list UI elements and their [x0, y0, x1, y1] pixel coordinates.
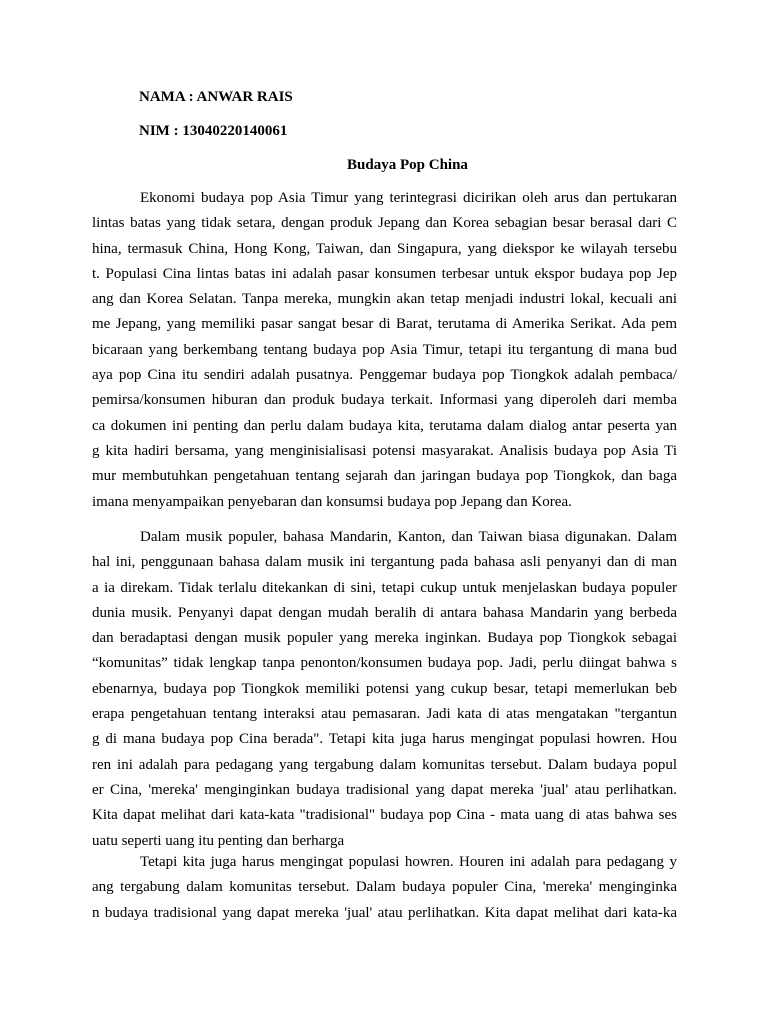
text-line: hina, termasuk China, Hong Kong, Taiwan, dan Singapura, yang diekspor ke wilayah tersebu	[92, 240, 677, 257]
text-line: ebenarnya, budaya pop Tiongkok memiliki potensi yang cukup besar, tetapi memerlukan beb	[92, 680, 677, 697]
text-line: aya pop Cina itu sendiri adalah pusatnya. Penggemar budaya pop Tiongkok adalah pembaca/	[92, 367, 677, 384]
text-line: “komunitas” tidak lengkap tanpa penonton/konsumen budaya pop. Jadi, perlu diingat bahwa s	[92, 655, 677, 672]
text-line: g di mana budaya pop Cina berada". Tetapi kita juga harus mengingat populasi howren. Hou	[92, 731, 677, 748]
text-line: ang dan Korea Selatan. Tanpa mereka, mungkin akan tetap menjadi industri lokal, kecuali ani	[92, 291, 677, 308]
text-line: lintas batas yang tidak setara, dengan produk Jepang dan Korea sebagian besar berasal dari C	[92, 215, 677, 232]
text-line: bicaraan yang berkembang tentang budaya pop Asia Timur, tetapi itu tergantung di mana bud	[92, 341, 677, 358]
paragraph-3	[92, 850, 677, 926]
text-line: Dalam musik populer, bahasa Mandarin, Kanton, dan Taiwan biasa digunakan. Dalam	[140, 529, 677, 545]
text-line: pemirsa/konsumen hiburan dan produk budaya terkait. Informasi yang diperoleh dari memba	[92, 392, 677, 409]
text-line: ang tergabung dalam komunitas tersebut. Dalam budaya populer Cina, 'mereka' menginginka	[92, 879, 677, 896]
text-line: Kita dapat melihat dari kata-kata "tradisional" budaya pop Cina - mata uang di atas bahwa ses	[92, 807, 677, 824]
text-line: dunia musik. Penyanyi dapat dengan mudah beralih di antara bahasa Mandarin yang berbeda	[92, 604, 677, 621]
document-title: Budaya Pop China	[347, 157, 468, 173]
text-line: t. Populasi Cina lintas batas ini adalah pasar konsumen terbesar untuk ekspor budaya pop Jep	[92, 265, 677, 282]
text-line: erapa pengetahuan tentang interaksi atau pemasaran. Jadi kata di atas mengatakan "tergantun	[92, 706, 677, 723]
text-line: mur membutuhkan pengetahuan tentang sejarah dan jaringan budaya pop Tiongkok, dan baga	[92, 468, 677, 485]
text-line: hal ini, penggunaan bahasa dalam musik ini tergantung pada bahasa asli penyanyi dan di man	[92, 554, 677, 571]
text-line: Ekonomi budaya pop Asia Timur yang terintegrasi dicirikan oleh arus dan pertukaran	[140, 190, 677, 206]
paragraph-2	[92, 525, 677, 854]
text-line: uatu seperti uang itu penting dan berharga	[92, 832, 345, 849]
text-line: Tetapi kita juga harus mengingat populasi howren. Houren ini adalah para pedagang y	[140, 854, 677, 870]
student-nim: NIM : 13040220140061	[139, 123, 288, 139]
text-line: n budaya tradisional yang dapat mereka 'jual' atau perlihatkan. Kita dapat melihat dari kata-ka	[92, 904, 677, 921]
text-line: me Jepang, yang memiliki pasar sangat besar di Barat, terutama di Amerika Serikat. Ada pem	[92, 316, 677, 333]
text-line: imana menyampaikan penyebaran dan konsumsi budaya pop Jepang dan Korea.	[92, 493, 572, 510]
student-name: NAMA : ANWAR RAIS	[139, 89, 293, 105]
text-line: a ia direkam. Tidak terlalu ditekankan di sini, tetapi cukup untuk menjelaskan budaya populer	[92, 579, 677, 596]
text-line: ca dokumen ini penting dan perlu dalam budaya kita, terutama dalam dialog antar peserta yan	[92, 417, 677, 434]
text-line: g kita hadiri bersama, yang menginisialisasi potensi masyarakat. Analisis budaya pop Asia Ti	[92, 442, 677, 459]
text-line: dan beradaptasi dengan musik populer yang mereka inginkan. Budaya pop Tiongkok sebagai	[92, 630, 677, 647]
text-line: ren ini adalah para pedagang yang tergabung dalam komunitas tersebut. Dalam budaya popul	[92, 756, 677, 773]
paragraph-1	[92, 186, 677, 515]
text-line: er Cina, 'mereka' menginginkan budaya tradisional yang dapat mereka 'jual' atau perlihatkan.	[92, 781, 677, 798]
